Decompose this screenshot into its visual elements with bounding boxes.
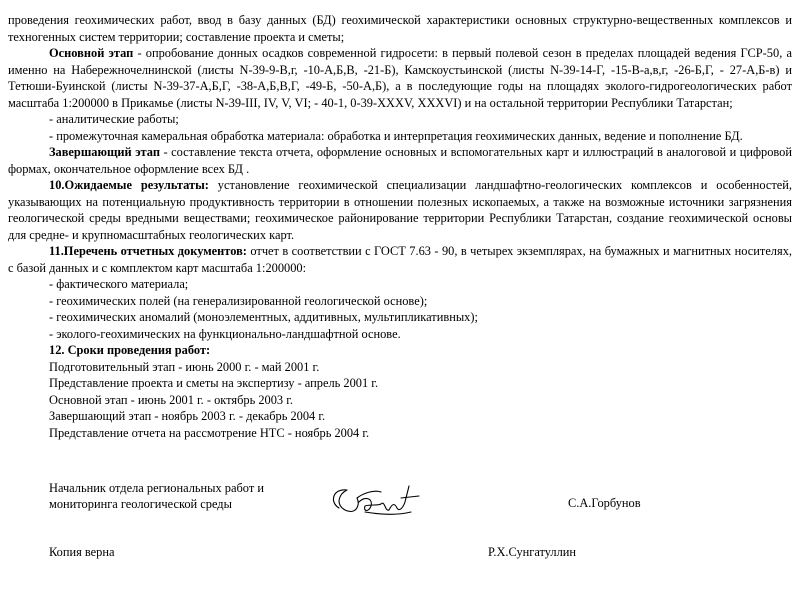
final-stage-text: - составление текста отчета, оформление основных и вспомогательных карт и иллюстраций в аналоговой и цифровой формах, окончательное оформление всех БД .: [8, 145, 793, 176]
reports-title: 11.Перечень отчетных документов:: [49, 244, 247, 258]
signer-title-line-2: мониторинга геологической среды: [49, 497, 232, 511]
map-item: - геохимических полей (на генерализированной геологической основе);: [49, 293, 428, 308]
copy-signer-name: Р.Х.Сунгатуллин: [488, 545, 577, 559]
term-item: Представление отчета на рассмотрение НТС - ноябрь 2004 г.: [49, 425, 370, 440]
final-stage-title: Завершающий этап: [49, 145, 160, 159]
results-title: 10.Ожидаемые результаты:: [49, 178, 209, 192]
reports-text: отчет в соответствии с ГОСТ 7.63 - 90, в четырех экземплярах, на бумажных и магнитных носителях, с базой данных и с комплектом карт масштаба 1:200000:: [8, 244, 792, 275]
handwritten-signature: [325, 482, 425, 522]
copy-label: Копия верна: [49, 545, 115, 559]
map-item: - фактического материала;: [49, 277, 189, 291]
paragraph-final-stage: [8, 144, 792, 177]
processing-item: - промежуточная камеральная обработка материала: обработка и интерпретация геохимических данных, ведение и пополнение БД.: [49, 128, 743, 143]
signer-name: С.А.Горбунов: [568, 496, 641, 510]
term-item: Подготовительный этап - июнь 2000 г. - май 2001 г.: [49, 359, 320, 374]
terms-title: 12. Сроки проведения работ:: [49, 343, 211, 357]
paragraph-intro: проведения геохимических работ, ввод в базу данных (БД) геохимической характеристики основных структурно-вещественных комплексов и техногенных систем территории; составление проекта и сметы;: [8, 13, 792, 44]
document-body: [8, 12, 792, 441]
signer-title: [49, 480, 264, 512]
signer-title-line-1: Начальник отдела региональных работ и: [49, 481, 264, 495]
main-stage-text: - опробование донных осадков современной гидросети: в первый полевой сезон в пределах площадей ведения ГСР-50, а именно на Набережночелнинской (листы N-39-9-В,г, -10-А,Б,В, -21-Б), Камскоустьинской (листы N-39-14-Г, -15-В-а,в,г, -26-Б,Г, - 27-А,Б-в) и Тетюши-Буинской (листы N-39-37-А,Б,Г, -38-А,Б,В,Г, -49-Б, -50-А,Б), а в последующие годы на площадях эколого-гидрогеологических работ масштаба 1:200000 в Прикамье (листы N-39-III, IV, V, VI; - 40-1, 0-39-XXXV, XXXVI) и на остальной территории Республики Татарстан;: [8, 46, 792, 110]
main-stage-title: Основной этап: [49, 46, 134, 60]
paragraph-main-stage: [8, 45, 792, 111]
results-text: установление геохимической специализации ландшафтно-геологических комплексов и особенностей, указывающих на потенциальную продуктивность территории в отношении полезных ископаемых, а также на возможные источники загрязнения геологической среды вредными веществами; геохимическое районирование территории Республики Татарстан, создание геохимической основы для средне- и крупномасштабных геологических карт.: [8, 178, 792, 242]
analytic-item: - аналитические работы;: [49, 112, 179, 126]
term-item: Представление проекта и сметы на экспертизу - апрель 2001 г.: [49, 376, 379, 390]
map-item: - эколого-геохимических на функционально-ландшафтной основе.: [49, 326, 401, 341]
term-item: Завершающий этап - ноябрь 2003 г. - декабрь 2004 г.: [49, 409, 326, 423]
map-item: - геохимических аномалий (моноэлементных, аддитивных, мультипликативных);: [49, 310, 478, 324]
term-item: Основной этап - июнь 2001 г. - октябрь 2003 г.: [49, 392, 294, 407]
paragraph-reports: [8, 243, 792, 276]
paragraph-results: [8, 177, 792, 243]
